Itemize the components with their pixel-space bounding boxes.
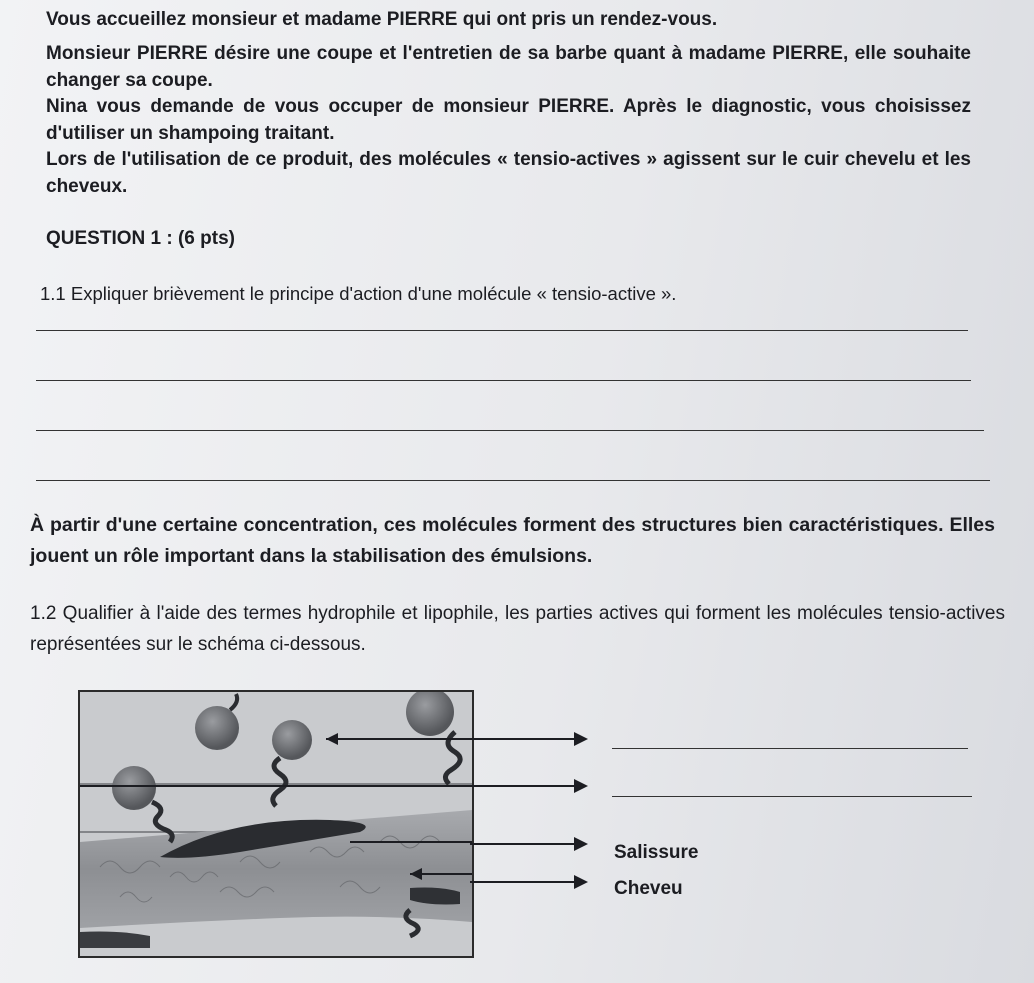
schematic-drawing — [80, 692, 472, 956]
answer-line-3[interactable] — [36, 430, 984, 431]
question-1-1: 1.1 Expliquer brièvement le principe d'action d'une molécule « tensio-active ». — [40, 283, 677, 304]
label-arrows — [470, 725, 600, 905]
question-1-2: 1.2 Qualifier à l'aide des termes hydrophile et lipophile, les parties actives qui forment les molécules tensio-actives représentées sur le schéma ci-dessous. — [30, 603, 1005, 655]
blank-label-head[interactable] — [612, 748, 968, 749]
answer-line-4[interactable] — [36, 480, 990, 481]
surfactant-schematic — [78, 690, 474, 958]
intro-paragraph: Vous accueillez monsieur et madame PIERRE qui ont pris un rendez-vous. — [46, 9, 718, 30]
question-title: QUESTION 1 : (6 pts) — [46, 228, 235, 249]
cheveu-label: Cheveu — [614, 878, 683, 899]
answer-line-1[interactable] — [36, 330, 968, 331]
nina-paragraph: Nina vous demande de vous occuper de monsieur PIERRE. Après le diagnostic, vous choisissez d'utiliser un shampoing traitant. — [46, 96, 971, 144]
lors-paragraph: Lors de l'utilisation de ce produit, des molécules « tensio-actives » agissent sur le cuir chevelu et les cheveux. — [46, 149, 971, 197]
answer-line-2[interactable] — [36, 380, 971, 381]
salissure-label: Salissure — [614, 842, 699, 863]
blank-label-tail[interactable] — [612, 796, 972, 797]
monsieur-paragraph: Monsieur PIERRE désire une coupe et l'entretien de sa barbe quant à madame PIERRE, elle souhaite changer sa coupe. — [46, 43, 971, 91]
a-partir-paragraph: À partir d'une certaine concentration, ces molécules forment des structures bien caractéristiques. Elles jouent un rôle important dans la stabilisation des émulsions. — [30, 514, 995, 567]
